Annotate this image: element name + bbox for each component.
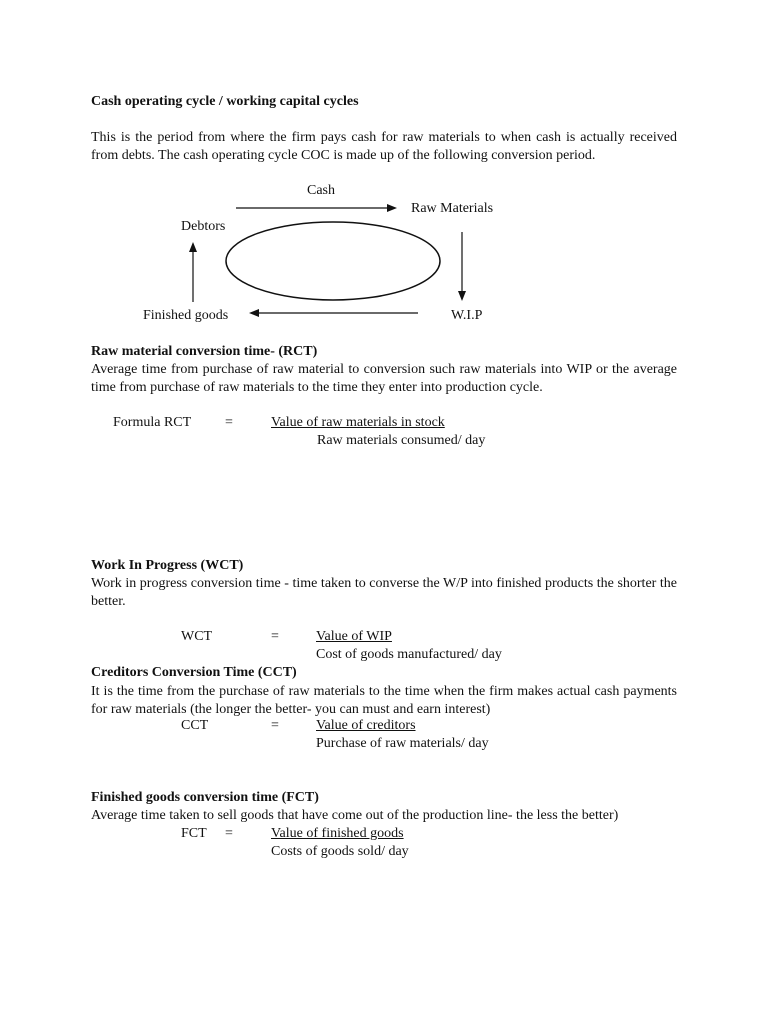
diagram-label-cash: Cash (307, 183, 335, 198)
cct-formula-label: CCT (181, 718, 209, 733)
fct-heading: Finished goods conversion time (FCT) (91, 790, 319, 805)
wct-description: Work in progress conversion time - time taken to converse the W/P into finished products the shorter the better. (91, 576, 677, 609)
fct-numerator: Value of finished goods (271, 826, 404, 841)
rct-equals-sign: = (225, 415, 233, 430)
wct-formula-label: WCT (181, 629, 213, 644)
rct-description: Average time from purchase of raw material to conversion such raw materials into WIP or the average time from purchase of raw materials to the time they enter into production cycle. (91, 362, 677, 395)
arrowhead-wip (458, 291, 466, 301)
cct-numerator: Value of creditors (316, 718, 416, 733)
fct-description: Average time taken to sell goods that have come out of the production line- the less the better) (91, 808, 619, 823)
page-title: Cash operating cycle / working capital cycles (91, 94, 359, 109)
arrowhead-finished-goods (249, 309, 259, 317)
diagram-label-wip: W.I.P (451, 308, 483, 323)
wct-heading: Work In Progress (WCT) (91, 558, 244, 573)
rct-heading: Raw material conversion time- (RCT) (91, 344, 318, 359)
arrowhead-debtors (189, 242, 197, 252)
cct-heading: Creditors Conversion Time (CCT) (91, 665, 297, 680)
cycle-diagram (0, 0, 768, 340)
fct-equals-sign: = (225, 826, 233, 841)
wct-denominator: Cost of goods manufactured/ day (316, 647, 502, 662)
cct-equals-sign: = (271, 718, 279, 733)
diagram-label-raw-materials: Raw Materials (411, 201, 494, 216)
intro-paragraph: This is the period from where the firm pays cash for raw materials to when cash is actually received from debts. The cash operating cycle COC is made up of the following conversion period. (91, 130, 677, 163)
rct-formula-label: Formula RCT (113, 415, 192, 430)
arrowhead-raw-materials (387, 204, 397, 212)
rct-denominator: Raw materials consumed/ day (317, 433, 486, 448)
rct-numerator: Value of raw materials in stock (271, 415, 445, 430)
cct-denominator: Purchase of raw materials/ day (316, 736, 489, 751)
cycle-ellipse (226, 222, 440, 300)
wct-equals-sign: = (271, 629, 279, 644)
fct-formula-label: FCT (181, 826, 207, 841)
diagram-label-debtors: Debtors (181, 219, 226, 234)
cct-description: It is the time from the purchase of raw materials to the time when the firm makes actual cash payments for raw materials (the longer the better- you can must and earn interest) (91, 684, 677, 717)
wct-numerator: Value of WIP (316, 629, 392, 644)
diagram-label-finished-goods: Finished goods (143, 308, 229, 323)
fct-denominator: Costs of goods sold/ day (271, 844, 409, 859)
